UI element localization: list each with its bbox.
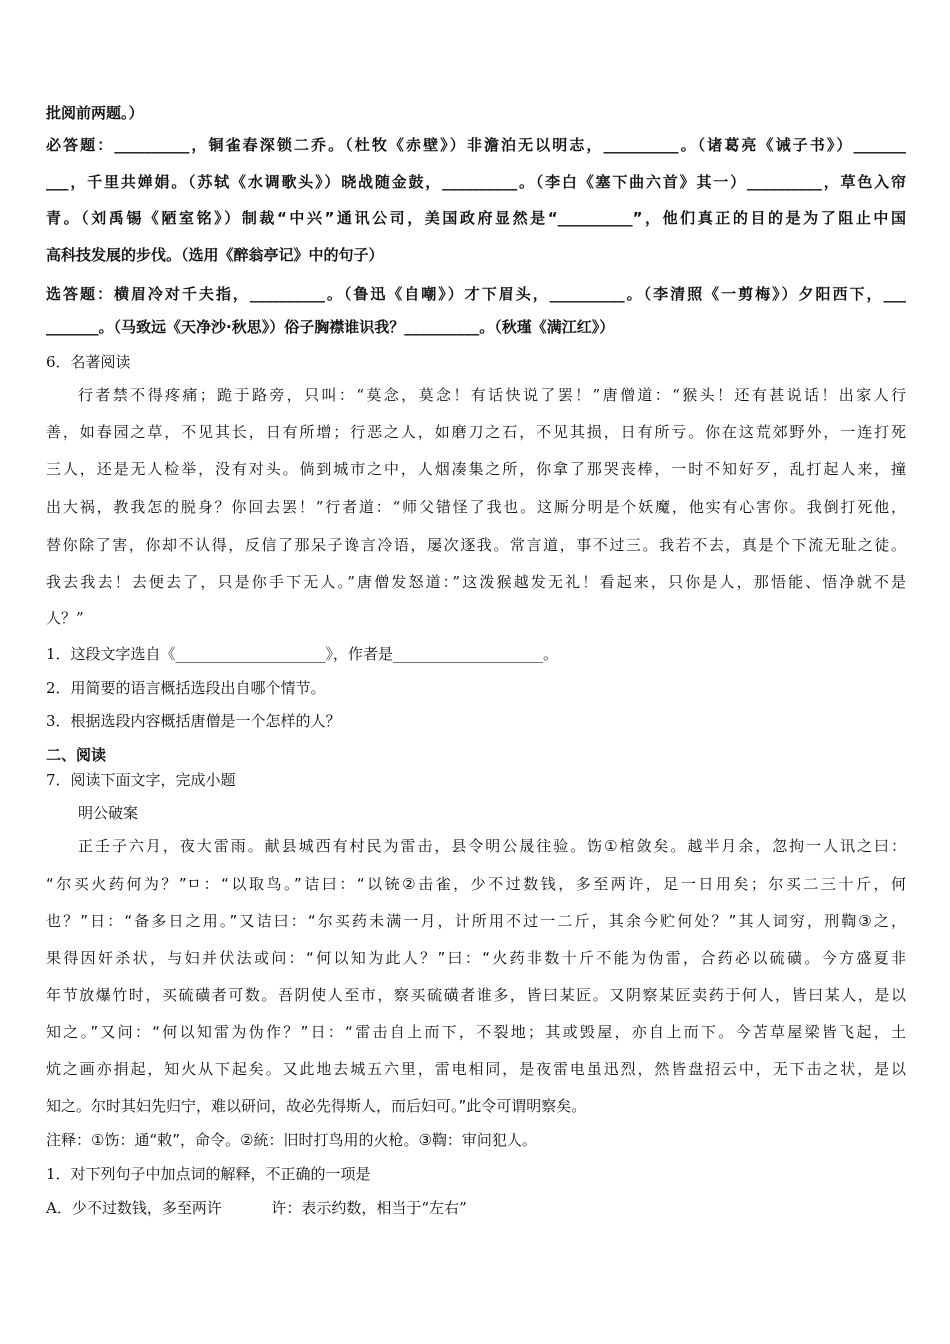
text-line: 必答题：__________，铜雀春深锁二乔。（杜牧《赤壁》）非澹泊无以明志，__________。（诸葛亮《诫子书》）_______ (46, 136, 906, 154)
section-heading: 二、阅读 (46, 746, 107, 764)
passage-line: “尔买火药何为？”ㅁ：“以取鸟。”诘曰：“以铳②击雀，少不过数钱，多至两许，足一日用矣；尔买二三十斤，何 (46, 875, 906, 893)
option-a-explanation: 许：表示约数，相当于“左右” (271, 1199, 467, 1217)
passage-line: 替你除了害，你却不认得，反信了那呆子谗言冷语，屡次逐我。常言道，事不过三。我若不去，真是个下流无耻之徒。 (46, 536, 906, 554)
text-line: 选答题：横眉冷对千夫指，__________。（鲁迅《自嘲》）才下眉头，__________。（李清照《一剪梅》）夕阳西下，___ (46, 285, 906, 303)
option-a (46, 1198, 906, 1218)
passage-line: 出大祸，教我怎的脱身？你回去罢！”行者道：“师父错怪了我也。这厮分明是个妖魔，他实有心害你。我倒打死他， (46, 498, 906, 516)
passage-line: 知之。”又问：“何以知雷为伪作？”日：“雷击自上而下，不裂地；其或毁屋，亦自上而下。今苫草屋梁皆飞起，土 (46, 1023, 906, 1041)
question-title: 7．阅读下面文字，完成小题 (46, 771, 236, 789)
passage-line: 炕之画亦捐起，知火从下起矣。又此地去城五六里，雷电相同，是夜雷电虽迅烈，然皆盘招云中，无下击之状，是以 (46, 1060, 906, 1078)
text-line: 批阅前两题。） (46, 104, 144, 122)
passage-line: 善，如春园之草，不见其长，日有所增；行恶之人，如磨刀之石，不见其损，日有所亏。你在这荒郊野外，一连打死 (46, 423, 906, 441)
passage-line: 我去我去！去便去了，只是你手下无人。”唐僧发怒道：”这泼猴越发无礼！看起来，只你是人，那悟能、悟净就不是 (46, 573, 906, 591)
passage-line: 果得因奸杀状，与妇并伏法或问：“何以知为此人？”曰：“火药非数十斤不能为伪雷，合药必以硫磺。今方盛夏非 (46, 949, 906, 967)
passage-line: 年节放爆竹时，买硫磺者可数。吾阴使人至市，察买硫磺者谁多，皆曰某匠。又阴察某匠卖药于何人，皆曰某人，是以 (46, 986, 906, 1004)
passage-line: 行者禁不得疼痛；跪于路旁，只叫：“莫念，莫念！有话快说了罢！”唐僧道：“猴头！还有甚说话！出家人行 (78, 386, 906, 404)
passage-line: 三人，还是无人检举，没有对头。倘到城市之中，人烟凑集之所，你拿了那哭丧棒，一时不知好歹，乱打起人来，撞 (46, 460, 906, 478)
sub-question: 1．这段文字选自《____________________》，作者是____________________。 (46, 645, 559, 663)
text-line: ___，千里共婵娟。（苏轼《水调歌头》）晓战随金鼓，__________。（李白《塞下曲六首》其一）__________，草色入帘 (46, 173, 906, 191)
annotation-note: 注释：①饬：通“敕”，命令。②統：旧时打鸟用的火枪。③鞫：审问犯人。 (46, 1131, 537, 1149)
passage-line: 正壬子六月，夜大雷雨。献县城西有村民为雷击，县令明公晟往验。饬①棺敛矣。越半月余，忽拘一人讯之曰： (78, 837, 906, 855)
article-title: 明公破案 (78, 804, 139, 822)
option-a-sentence: A．少不过数钱，多至两许 (46, 1199, 222, 1217)
question-title: 6．名著阅读 (46, 353, 131, 371)
sub-question: 2．用简要的语言概括选段出自哪个情节。 (46, 679, 326, 697)
text-line: 青。（刘禹锡《陋室铭》）制裁“中兴”通讯公司，美国政府显然是“__________”，他们真正的目的是为了阻止中国 (46, 209, 906, 227)
sub-question: 3．根据选段内容概括唐僧是一个怎样的人？ (46, 712, 341, 730)
passage-line: 也？”日：“备多日之用。”又诘曰：“尔买药未满一月，计所用不过一二斤，其余今贮何处？”其人词穷，刑鞫③之， (46, 912, 906, 930)
passage-line: 人？” (46, 609, 84, 627)
sub-question: 1．对下列句子中加点词的解释，不正确的一项是 (46, 1165, 371, 1183)
passage-line: 知之。尔时其妇先归宁，难以研问，故必先得斯人，而后妇可。”此令可谓明察矣。 (46, 1097, 587, 1115)
text-line: 高科技发展的步伐。（选用《醉翁亭记》中的句子） (46, 246, 384, 264)
text-line: _______。（马致远《天净沙·秋思》）俗子胸襟谁识我？__________。（秋瑾《满江红》） (46, 318, 615, 336)
